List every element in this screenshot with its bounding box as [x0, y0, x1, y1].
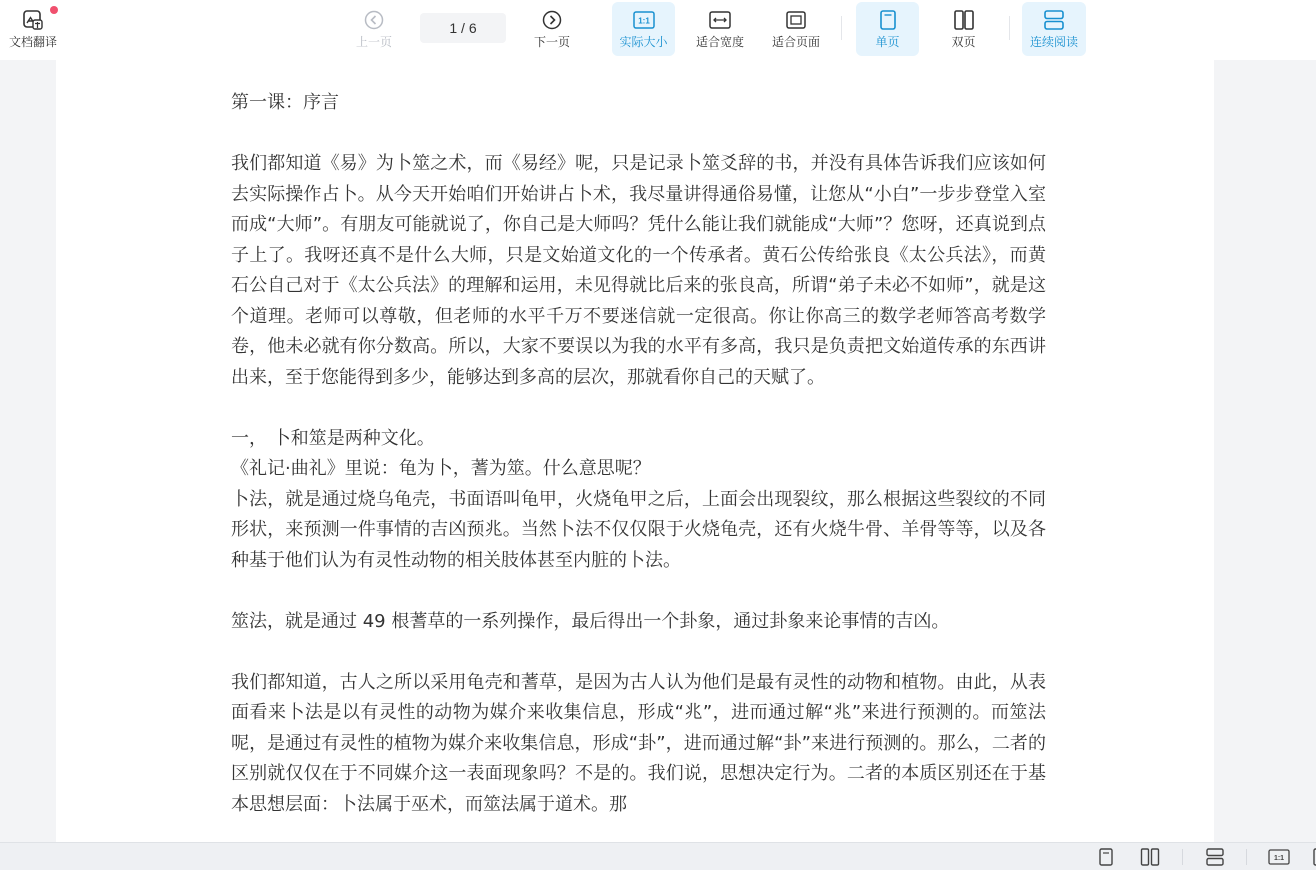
status-continuous-icon[interactable] [1205, 847, 1225, 867]
current-page: 1 [449, 20, 458, 36]
page-separator: / [457, 20, 469, 36]
actual-size-icon [633, 9, 655, 31]
single-page-icon [877, 9, 899, 31]
status-actual-size-text: 1:1 [1273, 855, 1285, 862]
document-content [231, 88, 1046, 820]
paragraph-intro: 我们都知道《易》为卜筮之术，而《易经》呢，只是记录卜筮爻辞的书，并没有具体告诉我们应该如何去实际操作占卜。从今天开始咱们开始讲占卜术，我尽量讲得通俗易懂，让您从“小白”一步步登堂入室而成“大师”。有朋友可能就说了，你自己是大师吗？凭什么能让我们就能成“大师”？您呀，还真说到点子上了。我呀还真不是什么大师，只是文始道文化的一个传承者。黄石公传给张良《太公兵法》，而黄石公自己对于《太公兵法》的理解和运用，未见得就比后来的张良高，所谓“弟子未必不如师”，就是这个道理。老师可以尊敬，但老师的水平千万不要迷信就一定很高。你让你高三的数学老师答高考数学卷，他未必就有你分数高。所以，大家不要误以为我的水平有多高，我只是负责把文始道传承的东西讲出来，至于您能得到多少，能够达到多高的层次，那就看你自己的天赋了。 [231, 153, 1046, 388]
single-page-button[interactable] [856, 2, 919, 56]
blank-line [231, 576, 1046, 607]
translate-icon [22, 9, 44, 31]
blank-line [231, 119, 1046, 150]
continuous-reading-icon [1043, 9, 1065, 31]
prev-page-label: 上一页 [355, 34, 392, 49]
status-divider [1246, 849, 1247, 865]
double-page-icon [953, 9, 975, 31]
next-page-button[interactable] [524, 2, 580, 56]
next-page-label: 下一页 [533, 34, 570, 49]
fit-page-button[interactable] [764, 2, 828, 56]
toolbar-divider [841, 16, 842, 40]
paragraph-quote: 《礼记·曲礼》里说：龟为卜，蓍为筮。什么意思呢？ [231, 458, 651, 479]
fit-width-icon [709, 9, 731, 31]
continuous-reading-button[interactable] [1022, 2, 1086, 56]
fit-page-icon [785, 9, 807, 31]
document-page [56, 60, 1214, 842]
paragraph-comparison: 我们都知道，古人之所以采用龟壳和蓍草，是因为古人认为他们是最有灵性的动物和植物。由此，从表面看来卜法是以有灵性的动物为媒介来收集信息，形成“兆”，进而通过解“兆”来进行预测的。而筮法呢，是通过有灵性的植物为媒介来收集信息，形成“卦”，进而通过解“卦”来进行预测的。那么，二者的区别就仅仅在于不同媒介这一表面现象吗？不是的。我们说，思想决定行为。二者的本质区别还在于基本思想层面：卜法属于巫术，而筮法属于道术。那 [231, 671, 1046, 815]
actual-size-label: 实际大小 [619, 34, 668, 49]
status-divider [1182, 849, 1183, 865]
status-actual-size-icon[interactable] [1268, 847, 1290, 867]
total-pages: 6 [468, 20, 477, 36]
fit-page-label: 适合页面 [771, 34, 820, 49]
blank-line [231, 637, 1046, 668]
status-double-page-icon[interactable] [1140, 847, 1160, 867]
bottom-status-bar [0, 842, 1316, 870]
paragraph-bu-method: 卜法，就是通过烧乌龟壳，书面语叫龟甲，火烧龟甲之后，上面会出现裂纹，那么根据这些裂纹的不同形状，来预测一件事情的吉凶预兆。当然卜法不仅仅限于火烧龟壳，还有火烧牛骨、羊骨等等，以及各种基于他们认为有灵性动物的相关肢体甚至内脏的卜法。 [231, 488, 1046, 571]
fit-width-button[interactable] [688, 2, 752, 56]
chevron-left-circle-icon [363, 9, 385, 31]
paragraph-shi-method: 筮法，就是通过 49 根蓍草的一系列操作，最后得出一个卦象，通过卦象来论事情的吉凶。 [231, 610, 950, 632]
top-toolbar [0, 0, 1316, 60]
status-overflow-icon[interactable] [1308, 847, 1316, 867]
actual-size-button[interactable] [612, 2, 675, 56]
notification-dot [50, 6, 58, 14]
document-translate-button[interactable] [2, 2, 64, 56]
double-page-label: 双页 [951, 34, 976, 49]
section-heading: 一， 卜和筮是两种文化。 [231, 427, 435, 449]
continuous-reading-label: 连续阅读 [1029, 34, 1078, 49]
translate-label: 文档翻译 [8, 34, 57, 49]
actual-size-icon-text: 1:1 [637, 16, 650, 25]
toolbar-divider [1009, 16, 1010, 40]
page-number-field[interactable] [420, 13, 506, 43]
lesson-title: 第一课：序言 [231, 92, 339, 113]
fit-width-label: 适合宽度 [695, 34, 744, 49]
blank-line [231, 393, 1046, 424]
double-page-button[interactable] [932, 2, 995, 56]
status-single-page-icon[interactable] [1096, 847, 1116, 867]
prev-page-button[interactable] [346, 2, 402, 56]
chevron-right-circle-icon [541, 9, 563, 31]
single-page-label: 单页 [875, 34, 900, 49]
